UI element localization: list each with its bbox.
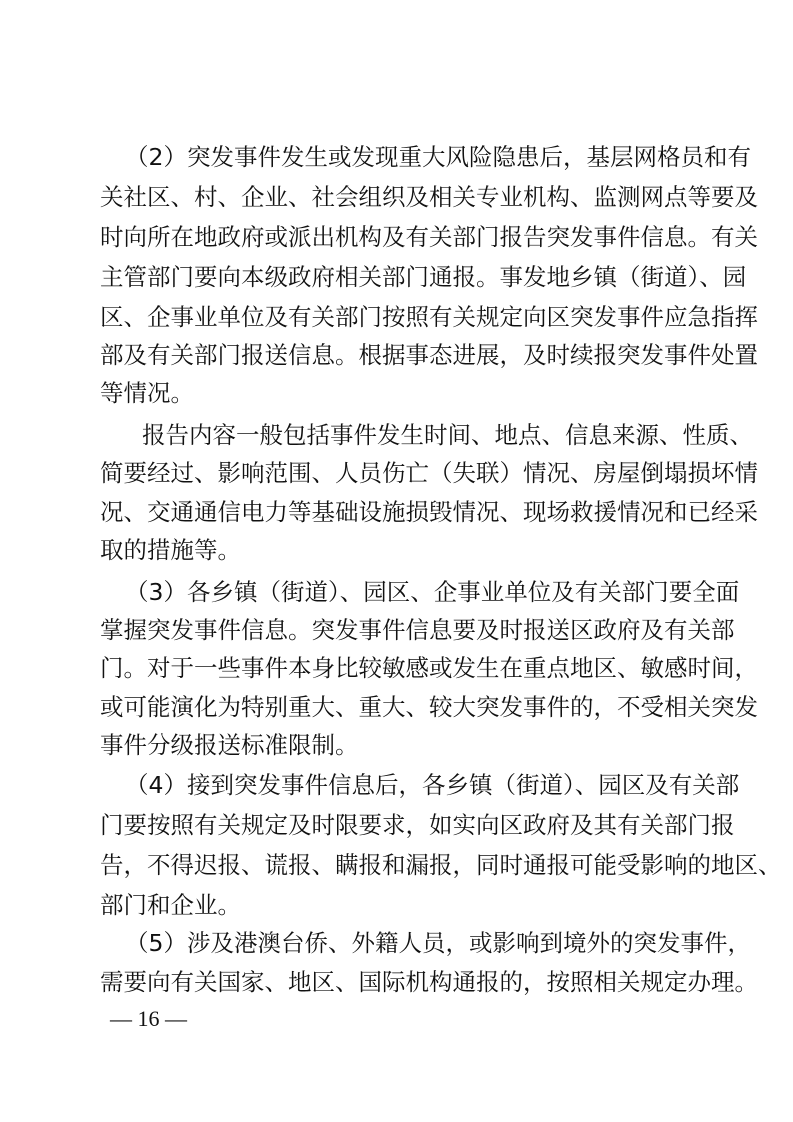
text-line: （4）接到突发事件信息后，各乡镇（街道）、园区及有关部 <box>125 771 740 799</box>
text-line: 主管部门要向本级政府相关部门通报。事发地乡镇（街道）、园 <box>100 263 747 291</box>
text-line: （3）各乡镇（街道）、园区、企事业单位及有关部门要全面 <box>125 578 740 606</box>
text-line: 事件分级报送标准限制。 <box>100 731 359 759</box>
text-line: 报告内容一般包括事件发生时间、地点、信息来源、性质、 <box>142 421 753 449</box>
page-number: — 16 — <box>110 1006 187 1031</box>
text-line: 关社区、村、企业、社会组织及相关专业机构、监测网点等要及 <box>100 183 758 211</box>
text-line: （5）涉及港澳台侨、外籍人员，或影响到境外的突发事件， <box>125 929 751 957</box>
text-line: 部门和企业。 <box>100 891 241 919</box>
text-line: 时向所在地政府或派出机构及有关部门报告突发事件信息。有关 <box>100 223 758 251</box>
text-line: 取的措施等。 <box>100 536 241 564</box>
text-line: 部及有关部门报送信息。根据事态进展，及时续报突发事件处置 <box>100 341 758 369</box>
text-line: 需要向有关国家、地区、国际机构通报的，按照相关规定办理。 <box>100 968 758 996</box>
text-line: 简要经过、影响范围、人员伤亡（失联）情况、房屋倒塌损坏情 <box>100 459 758 487</box>
text-line: 掌握突发事件信息。突发事件信息要及时报送区政府及有关部 <box>100 616 735 644</box>
text-line: 门。对于一些事件本身比较敏感或发生在重点地区、敏感时间， <box>100 654 758 682</box>
text-line: 区、企事业单位及有关部门按照有关规定向区突发事件应急指挥 <box>100 303 758 331</box>
text-line: 或可能演化为特别重大、重大、较大突发事件的，不受相关突发 <box>100 693 758 721</box>
text-line: 况、交通通信电力等基础设施损毁情况、现场救援情况和已经采 <box>100 498 758 526</box>
text-line: 告，不得迟报、谎报、瞒报和漏报，同时通报可能受影响的地区、 <box>100 851 782 879</box>
text-line: （2）突发事件发生或发现重大风险隐患后，基层网格员和有 <box>125 143 751 171</box>
text-line: 等情况。 <box>100 379 194 407</box>
text-line: 门要按照有关规定及时限要求，如实向区政府及其有关部门报 <box>100 811 735 839</box>
